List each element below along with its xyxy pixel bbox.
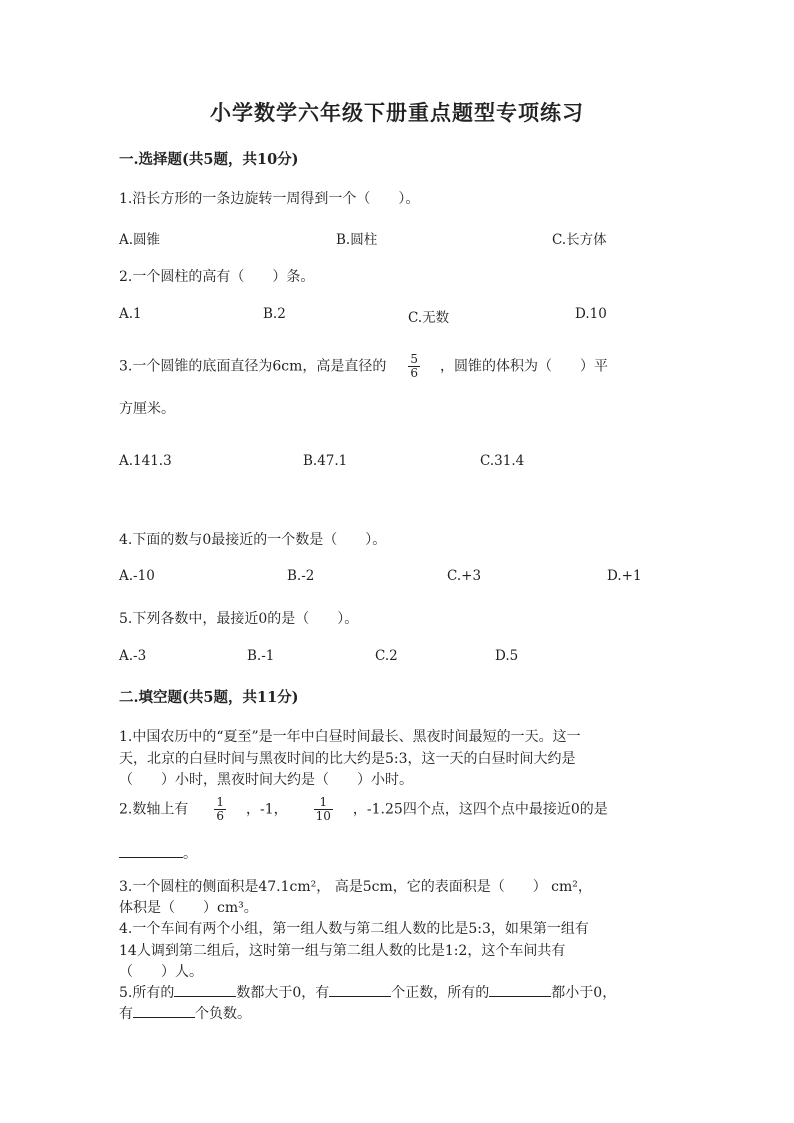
- q3-pre: 3.一个圆锥的底面直径为6cm，高是直径的: [119, 358, 387, 375]
- fill-5-blank-2[interactable]: [329, 995, 391, 997]
- question-1-text: 1.沿长方形的一条边旋转一周得到一个（ ）。: [119, 191, 420, 207]
- q3-post: ，圆锥的体积为（ ）平: [440, 358, 609, 375]
- fill-2-fraction-2-num: 1: [314, 796, 333, 810]
- q3-fraction: [408, 353, 420, 380]
- q1-option-a: A.圆锥: [119, 232, 161, 248]
- fill-5-line1: [119, 982, 616, 1002]
- fill-5-p2: 数都大于0，有: [236, 985, 330, 1001]
- section-heading-choice: 一.选择题(共5题，共10分): [119, 151, 299, 168]
- fill-1-line3: （ ）小时，黑夜时间大约是（ ）小时。: [119, 772, 413, 788]
- fill-5-line2: [119, 1003, 251, 1023]
- fill-1-line2: 天，北京的白昼时间与黑夜时间的比大约是5:3，这一天的白昼时间大约是: [119, 751, 576, 767]
- q5-option-b: B.-1: [247, 648, 275, 664]
- fill-5-l2a: 有: [119, 1006, 133, 1022]
- fill-2-fraction-2: [314, 796, 333, 823]
- q2-option-d: D.10: [575, 306, 607, 322]
- fill-5-p1: 5.所有的: [119, 985, 175, 1001]
- q3-option-a: A.141.3: [119, 453, 172, 469]
- fill-2-fraction-1-den: 6: [216, 809, 224, 823]
- fill-5-blank-4[interactable]: [133, 1016, 195, 1018]
- q5-option-d: D.5: [495, 648, 519, 664]
- fill-2-end: 。: [183, 846, 197, 862]
- fill-4-line1: 4.一个车间有两个小组，第一组人数与第二组人数的比是5:3，如果第一组有: [119, 921, 589, 937]
- fill-5-l2b: 个负数。: [195, 1006, 251, 1022]
- fill-2-fraction-1: [214, 796, 226, 823]
- fill-2-line2: [119, 843, 197, 863]
- fill-2-answer-blank[interactable]: [119, 856, 183, 858]
- fill-5-blank-3[interactable]: [489, 995, 551, 997]
- q4-option-a: A.-10: [119, 568, 155, 584]
- q3-fraction-den: 6: [410, 366, 419, 380]
- q1-option-c: C.长方体: [552, 232, 607, 248]
- q5-option-a: A.-3: [119, 648, 147, 664]
- question-5-text: 5.下列各数中，最接近0的是（ ）。: [119, 611, 359, 627]
- q4-option-c: C.+3: [447, 568, 482, 584]
- q1-option-b: B.圆柱: [336, 232, 378, 248]
- q2-option-c: C.无数: [408, 310, 450, 326]
- fill-2-pre: 2.数轴上有: [119, 801, 189, 818]
- fill-2-fraction-2-den: 10: [315, 809, 331, 823]
- question-2-text: 2.一个圆柱的高有（ ）条。: [119, 269, 315, 285]
- fill-1-line1: 1.中国农历中的“夏至”是一年中白昼时间最长、黑夜时间最短的一天。这一: [119, 729, 581, 745]
- fill-3-line2: 体积是（ ）cm³。: [119, 900, 258, 916]
- question-4-text: 4.下面的数与0最接近的一个数是（ ）。: [119, 532, 387, 548]
- q5-option-c: C.2: [375, 648, 398, 664]
- fill-4-line3: （ ）人。: [119, 964, 203, 980]
- q3-option-b: B.47.1: [303, 453, 348, 469]
- section-heading-fill: 二.填空题(共5题，共11分): [119, 689, 299, 706]
- fill-2-post: ，-1.25四个点，这四个点中最接近0的是: [352, 801, 608, 818]
- fill-5-blank-1[interactable]: [174, 995, 236, 997]
- question-3-line2: 方厘米。: [119, 401, 175, 417]
- fill-2-line1: [119, 796, 608, 823]
- fill-2-mid: ，-1，: [246, 801, 288, 818]
- question-3-line1: [119, 353, 608, 380]
- q2-option-a: A.1: [119, 306, 142, 322]
- fill-3-line1: 3.一个圆柱的侧面积是47.1cm²， 高是5cm，它的表面积是（ ） cm²，: [119, 879, 592, 895]
- q3-option-c: C.31.4: [480, 453, 525, 469]
- fill-5-p4: 都小于0，: [551, 985, 617, 1001]
- q3-fraction-num: 5: [410, 352, 419, 366]
- page-title: 小学数学六年级下册重点题型专项练习: [210, 100, 584, 125]
- fill-4-line2: 14人调到第二组后，这时第一组与第二组人数的比是1:2，这个车间共有: [119, 943, 566, 959]
- q2-option-b: B.2: [263, 306, 286, 322]
- q4-option-d: D.+1: [607, 568, 642, 584]
- q4-option-b: B.-2: [287, 568, 315, 584]
- fill-2-fraction-1-num: 1: [216, 795, 224, 809]
- fill-5-p3: 个正数，所有的: [391, 985, 490, 1001]
